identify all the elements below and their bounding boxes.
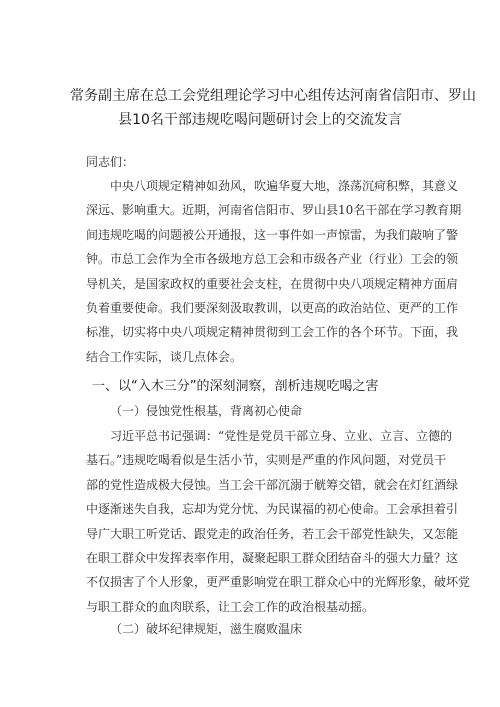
document-title-line-1: 常务副主席在总工会党组理论学习中心组传达河南省信阳市、罗山 — [70, 88, 476, 104]
document-title-line-2: 县10名干部违规吃喝问题研讨会上的交流发言 — [118, 112, 402, 128]
section-1-heading: 一、以“入木三分”的深刻洞察，剖析违规吃喝之害 — [92, 379, 379, 394]
paragraph-line: 钟。市总工会作为全市各级地方总工会和市级各产业（行业）工会的领 — [86, 252, 459, 267]
paragraph-line: 标准，切实将中央八项规定精神贯彻到工会工作的各个环节。下面，我 — [86, 325, 459, 340]
paragraph-intro — [86, 174, 462, 369]
paragraph-line: 负着重要使命。我们要深刻汲取教训，以更高的政治站位、更严的工作 — [86, 300, 459, 315]
paragraph-line: 结合工作实际，谈几点体会。 — [86, 349, 243, 364]
paragraph-line: 习近平总书记强调：“党性是党员干部立身、立业、立言、立德的 — [110, 429, 453, 443]
paragraph-line: 不仅损害了个人形象，更严重影响党在职工群众心中的光辉形象，破坏党 — [86, 575, 471, 590]
paragraph-line: 中逐渐迷失自我，忘却为党分忧、为民谋福的初心使命。工会承担着引 — [86, 502, 459, 517]
salutation: 同志们： — [86, 155, 135, 169]
subsection-2-heading: （二）破坏纪律规矩，滋生腐败温床 — [110, 622, 303, 636]
paragraph-line: 部的党性造成极大侵蚀。当工会干部沉溺于觥筹交错，就会在灯红酒绿 — [86, 477, 459, 492]
paragraph-line: 导广大职工听党话、跟党走的政治任务，若工会干部党性缺失，又怎能 — [86, 526, 459, 541]
subsection-1-heading: （一）侵蚀党性根基，背离初心使命 — [110, 404, 303, 418]
paragraph-line: 基石。”违规吃喝看似是生活小节，实则是严重的作风问题，对党员干 — [86, 453, 447, 468]
paragraph-line: 深远、影响重大。近期，河南省信阳市、罗山县10名干部在学习教育期 — [86, 203, 462, 218]
paragraph-line: 与职工群众的血肉联系，让工会工作的政治根基动摇。 — [86, 599, 375, 614]
paragraph-line: 中央八项规定精神如劲风，吹遍华夏大地，涤荡沉疴积弊，其意义 — [110, 179, 459, 193]
paragraph-line: 导机关，是国家政权的重要社会支柱，在贯彻中央八项规定精神方面肩 — [86, 276, 459, 291]
paragraph-line: 在职工群众中发挥表率作用，凝聚起职工群众团结奋斗的强大力量？这 — [86, 550, 459, 565]
paragraph-subsection-1 — [86, 424, 471, 619]
paragraph-line: 间违规吃喝的问题被公开通报，这一事件如一声惊雷，为我们敲响了警 — [86, 227, 459, 242]
